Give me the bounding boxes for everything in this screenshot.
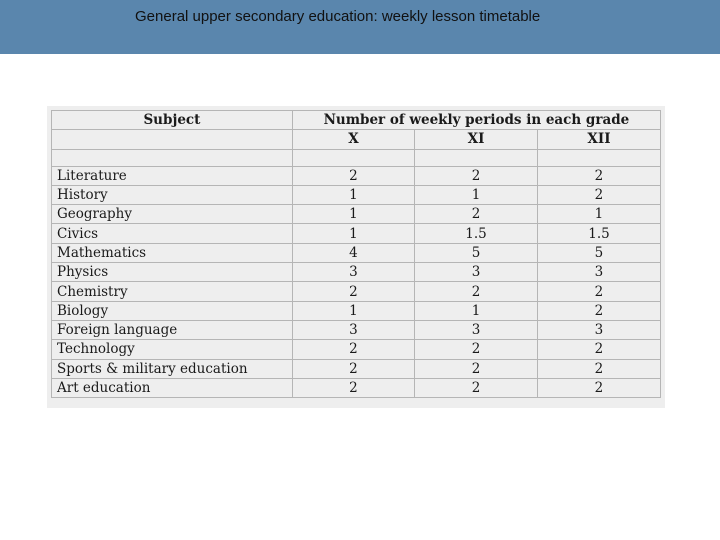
- subject-cell: Literature: [52, 166, 293, 185]
- timetable: [51, 110, 661, 398]
- grade-header-blank: [52, 130, 293, 149]
- table-row: [52, 263, 661, 282]
- table-row: [52, 185, 661, 204]
- periods-cell: 2: [415, 166, 538, 185]
- table-row: [52, 166, 661, 185]
- slide-title: General upper secondary education: weekly lesson timetable: [135, 8, 541, 25]
- periods-cell: 1: [292, 205, 414, 224]
- subject-cell: Chemistry: [52, 282, 293, 301]
- periods-cell: 2: [537, 301, 660, 320]
- periods-cell: 5: [415, 243, 538, 262]
- subject-cell: Technology: [52, 340, 293, 359]
- table-body: [52, 149, 661, 398]
- table-row: [52, 378, 661, 397]
- periods-cell: 3: [537, 263, 660, 282]
- periods-cell: 1: [292, 185, 414, 204]
- grade-header-row: [52, 130, 661, 149]
- periods-cell: 1.5: [415, 224, 538, 243]
- table-row: [52, 243, 661, 262]
- grade-header-x: X: [292, 130, 414, 149]
- spacer-row: [52, 149, 661, 166]
- periods-cell: 2: [415, 282, 538, 301]
- periods-cell: 2: [415, 205, 538, 224]
- table-row: [52, 359, 661, 378]
- timetable-image: [47, 106, 665, 408]
- table-row: [52, 301, 661, 320]
- periods-column-header: Number of weekly periods in each grade: [292, 111, 660, 130]
- subject-column-header: Subject: [52, 111, 293, 130]
- periods-cell: 3: [415, 320, 538, 339]
- periods-cell: 2: [537, 185, 660, 204]
- subject-cell: Biology: [52, 301, 293, 320]
- subject-cell: Sports & military education: [52, 359, 293, 378]
- subject-cell: Foreign language: [52, 320, 293, 339]
- subject-cell: Geography: [52, 205, 293, 224]
- grade-header-xi: XI: [415, 130, 538, 149]
- table-row: [52, 224, 661, 243]
- periods-cell: 2: [292, 166, 414, 185]
- table-row: [52, 320, 661, 339]
- periods-cell: 3: [292, 320, 414, 339]
- periods-cell: 2: [415, 340, 538, 359]
- periods-cell: 5: [537, 243, 660, 262]
- subject-cell: Physics: [52, 263, 293, 282]
- periods-cell: 2: [537, 282, 660, 301]
- table-row: [52, 205, 661, 224]
- periods-cell: 1.5: [537, 224, 660, 243]
- subject-cell: Mathematics: [52, 243, 293, 262]
- periods-cell: 2: [415, 378, 538, 397]
- periods-cell: 2: [292, 340, 414, 359]
- subject-cell: Civics: [52, 224, 293, 243]
- table-row: [52, 282, 661, 301]
- periods-cell: 1: [292, 301, 414, 320]
- periods-cell: 3: [292, 263, 414, 282]
- periods-cell: 1: [415, 301, 538, 320]
- periods-cell: 3: [415, 263, 538, 282]
- table-row: [52, 340, 661, 359]
- periods-cell: 3: [537, 320, 660, 339]
- periods-cell: 2: [415, 359, 538, 378]
- table-header-row: [52, 111, 661, 130]
- periods-cell: 2: [537, 340, 660, 359]
- header-bar: [0, 0, 720, 54]
- periods-cell: 4: [292, 243, 414, 262]
- grade-header-xii: XII: [537, 130, 660, 149]
- periods-cell: 2: [537, 166, 660, 185]
- periods-cell: 2: [292, 359, 414, 378]
- periods-cell: 2: [537, 378, 660, 397]
- subject-cell: Art education: [52, 378, 293, 397]
- periods-cell: 2: [537, 359, 660, 378]
- periods-cell: 1: [537, 205, 660, 224]
- periods-cell: 2: [292, 282, 414, 301]
- subject-cell: History: [52, 185, 293, 204]
- periods-cell: 2: [292, 378, 414, 397]
- periods-cell: 1: [415, 185, 538, 204]
- periods-cell: 1: [292, 224, 414, 243]
